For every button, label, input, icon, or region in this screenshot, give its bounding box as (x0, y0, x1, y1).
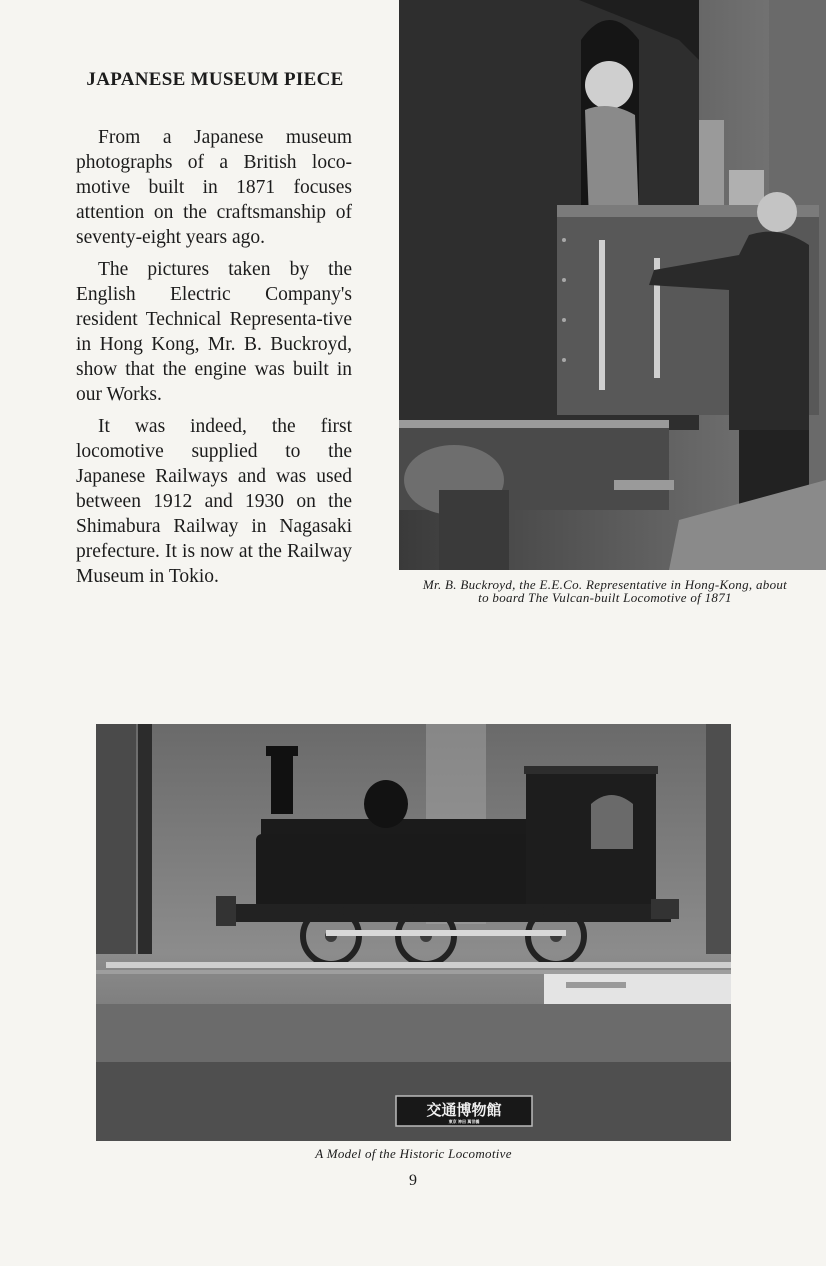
article-paragraph-3: It was indeed, the first locomotive supplied to the Japanese Railways and was used between 1912 and 1930 on the Shimabura Railway in Nagasaki prefecture. It is now at the Railway Museum in Tokio. (76, 416, 352, 587)
page-number: 9 (409, 1172, 417, 1189)
museum-sign-text: 交通博物館 (426, 1101, 502, 1119)
model-locomotive-photo (96, 724, 731, 1141)
article-paragraph-1: From a Japanese museum photographs of a British loco-motive built in 1871 focuses attention on the craftsmanship of seventy-eight years ago. (76, 127, 352, 248)
model-locomotive-illustration (96, 724, 731, 1141)
article-paragraph-2: The pictures taken by the English Electric Company's resident Technical Representa-tive in Hong Kong, Mr. B. Buckroyd, show that the engine was built in our Works. (76, 259, 352, 405)
locomotive-cab-photo (399, 0, 826, 570)
museum-sign-subtext: 東京 神田 萬世橋 (448, 1119, 480, 1124)
article-body (76, 125, 352, 596)
bottom-photo-caption: A Model of the Historic Locomotive (315, 1146, 512, 1161)
locomotive-cab-illustration (399, 0, 826, 570)
article-heading: JAPANESE MUSEUM PIECE (86, 69, 344, 90)
top-photo-caption: Mr. B. Buckroyd, the E.E.Co. Representative in Hong-Kong, about to board The Vulcan-built Locomotive of 1871 (422, 577, 788, 605)
